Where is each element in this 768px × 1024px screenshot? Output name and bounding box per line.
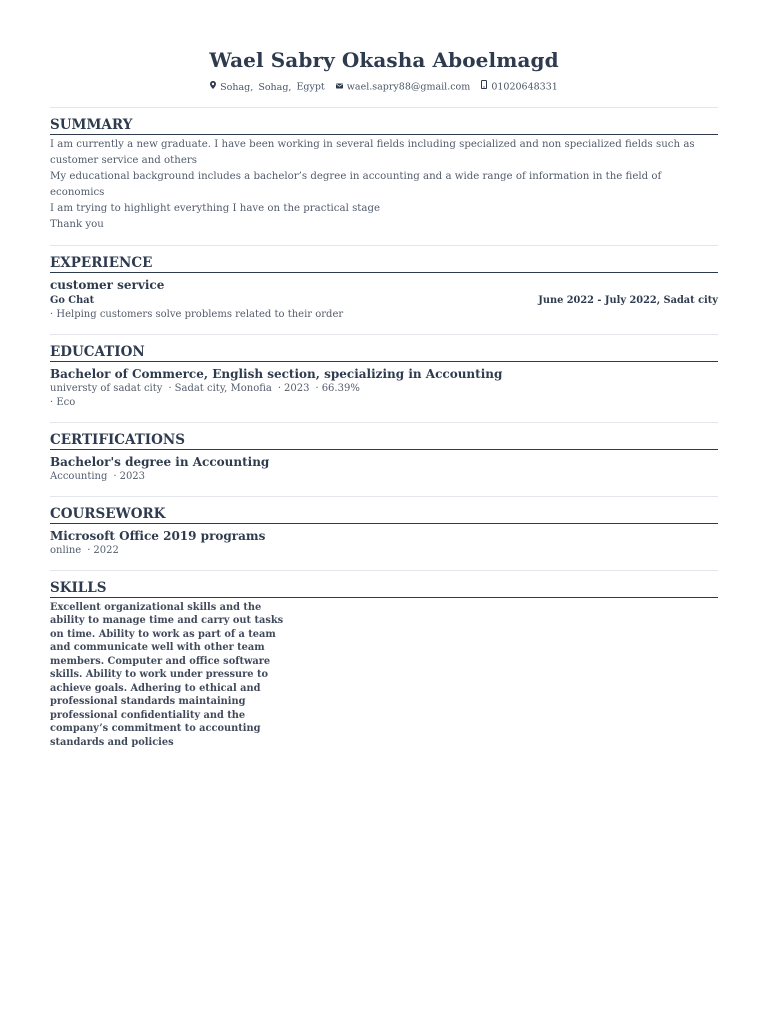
resume-page bbox=[50, 0, 718, 761]
certification-meta: Accounting · 2023 bbox=[50, 470, 146, 482]
certification-field: Accounting bbox=[50, 470, 108, 482]
course-year: 2022 bbox=[93, 544, 119, 556]
coursework-title: COURSEWORK bbox=[50, 506, 718, 524]
address bbox=[210, 80, 325, 95]
course-meta: online · 2022 bbox=[50, 544, 119, 556]
phone-text[interactable]: 01020648331 bbox=[491, 81, 558, 93]
education-meta: universty of sadat city · Sadat city, Monofia · 2023 · 66.39% bbox=[50, 382, 360, 394]
summary-section bbox=[50, 108, 718, 245]
education-bullet: · Eco bbox=[50, 396, 76, 408]
summary-line: I am trying to highlight everything I have on the practical stage bbox=[50, 202, 381, 214]
job-bullet: · Helping customers solve problems related to their order bbox=[50, 308, 344, 320]
certification-name: Bachelor's degree in Accounting bbox=[50, 454, 270, 469]
phone-icon bbox=[481, 80, 487, 94]
experience-section bbox=[50, 246, 718, 334]
grade: 66.39% bbox=[321, 382, 360, 394]
job-meta-row bbox=[50, 293, 718, 308]
course-mode: online bbox=[50, 544, 82, 556]
address-region: Sohag, bbox=[258, 81, 292, 93]
contact-line bbox=[50, 80, 718, 95]
company-name: Go Chat bbox=[50, 294, 95, 306]
map-pin-icon bbox=[210, 80, 216, 94]
school-location: Sadat city, Monofia bbox=[174, 382, 272, 394]
coursework-section bbox=[50, 497, 718, 570]
address-country: Egypt bbox=[296, 81, 325, 93]
address-city: Sohag, bbox=[220, 81, 254, 93]
certifications-section bbox=[50, 423, 718, 496]
experience-title: EXPERIENCE bbox=[50, 255, 718, 273]
summary-title: SUMMARY bbox=[50, 117, 718, 135]
certification-year: 2023 bbox=[119, 470, 146, 482]
email-text[interactable]: wael.sapry88@gmail.com bbox=[346, 81, 471, 93]
skills-title: SKILLS bbox=[50, 580, 718, 598]
summary-line: I am currently a new graduate. I have been working in several fields including specialized and non specialized fields such as customer service and others bbox=[50, 138, 695, 166]
school-name: universty of sadat city bbox=[50, 382, 163, 394]
phone[interactable] bbox=[481, 80, 558, 95]
summary-line: My educational background includes a bachelor’s degree in accounting and a wide range of information in the field of economics bbox=[50, 170, 662, 198]
certifications-title: CERTIFICATIONS bbox=[50, 432, 718, 450]
skills-section bbox=[50, 571, 718, 762]
summary-text bbox=[50, 137, 718, 233]
education-title: EDUCATION bbox=[50, 344, 718, 362]
summary-line: Thank you bbox=[50, 218, 104, 230]
envelope-icon bbox=[336, 80, 343, 94]
course-name: Microsoft Office 2019 programs bbox=[50, 528, 266, 543]
graduation-year: 2023 bbox=[284, 382, 310, 394]
education-section bbox=[50, 335, 718, 422]
skills-text: Excellent organizational skills and the ability to manage time and carry out tasks on time. Ability to work as part of a team and communicate well with other team members. Computer and office software skills. Ability to work under pressure to achieve goals. Adhering to ethical and professional standards maintaining professional confidentiality and the company’s commitment to accounting standards and policies bbox=[50, 601, 284, 748]
candidate-name: Wael Sabry Okasha Aboelmagd bbox=[209, 48, 559, 72]
degree-title: Bachelor of Commerce, English section, specializing in Accounting bbox=[50, 366, 503, 381]
job-dates-location: June 2022 - July 2022, Sadat city bbox=[538, 294, 718, 306]
job-title: customer service bbox=[50, 277, 165, 292]
email[interactable] bbox=[336, 80, 471, 95]
resume-header bbox=[50, 0, 718, 108]
